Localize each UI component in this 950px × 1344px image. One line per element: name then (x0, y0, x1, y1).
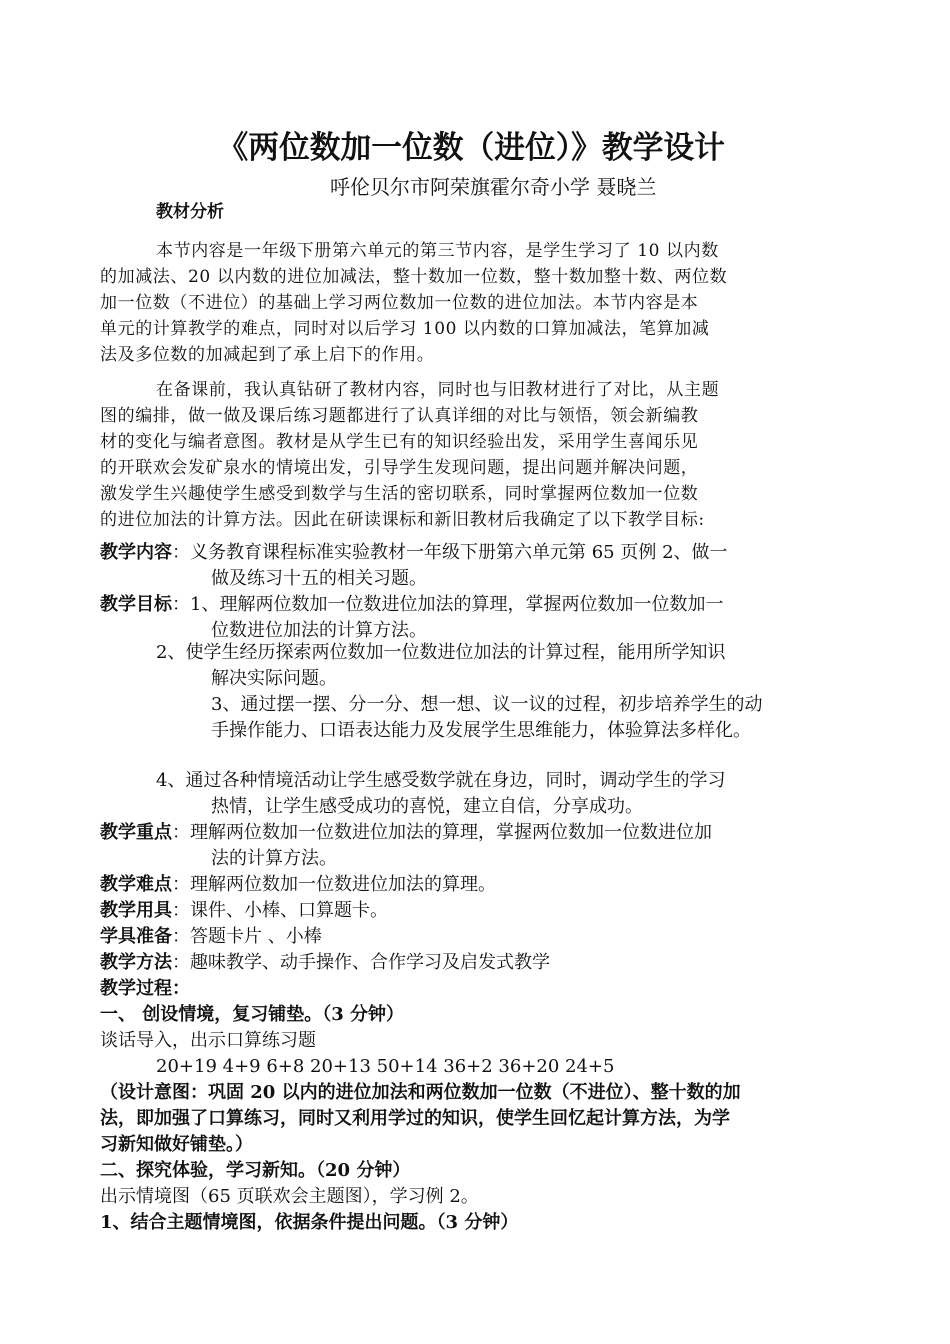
design-intent-line: 习新知做好铺垫。） (100, 1134, 253, 1155)
tools-row (100, 898, 388, 924)
goal-1-cont: 位数进位加法的计算方法。 (211, 620, 427, 641)
design-intent-line: 法，即加强了口算练习，同时又利用学过的知识，使学生回忆起计算方法，为学 (100, 1108, 730, 1129)
para1-line: 加一位数（不进位）的基础上学习两位数加一位数的进位加法。本节内容是本 (100, 293, 699, 313)
goal-3: 3、通过摆一摆、分一分、想一想、议一议的过程，初步培养学生的动 (211, 694, 763, 715)
para1-line: 本节内容是一年级下册第六单元的第三节内容，是学生学习了 10 以内数 (156, 241, 719, 261)
para2-line: 材的变化与编者意图。教材是从学生已有的知识经验出发，采用学生喜闻乐见 (100, 432, 699, 452)
method-row (100, 950, 550, 976)
step2-intro: 出示情境图（65 页联欢会主题图），学习例 2。 (100, 1186, 479, 1207)
goals-label: 教学目标 (100, 594, 172, 615)
para1-line: 的加减法、20 以内数的进位加减法，整十数加一位数，整十数加整十数、两位数 (100, 267, 728, 287)
step1-intro: 谈话导入，出示口算练习题 (100, 1030, 316, 1051)
goals-row (100, 592, 723, 618)
prep-label: 学具准备 (100, 926, 172, 947)
goal-2: 2、使学生经历探索两位数加一位数进位加法的计算过程，能用所学知识 (156, 642, 726, 663)
step1-heading: 一、 创设情境，复习铺垫。（3 分钟） (100, 1004, 405, 1025)
step2-heading: 二、探究体验，学习新知。（20 分钟） (100, 1160, 411, 1181)
goal-4-cont: 热情，让学生感受成功的喜悦，建立自信，分享成功。 (211, 796, 643, 817)
method-label: 教学方法 (100, 952, 172, 973)
difficulty-row (100, 872, 496, 898)
tools-text: ：课件、小棒、口算题卡。 (172, 900, 388, 921)
difficulty-text: ：理解两位数加一位数进位加法的算理。 (172, 874, 496, 895)
author-line: 呼伦贝尔市阿荣旗霍尔奇小学 聂晓兰 (330, 175, 657, 199)
para2-line: 在备课前，我认真钻研了教材内容，同时也与旧教材进行了对比，从主题 (156, 380, 720, 400)
key-label: 教学重点 (100, 822, 172, 843)
para2-line: 的进位加法的计算方法。因此在研读课标和新旧教材后我确定了以下教学目标: (100, 510, 705, 530)
key-text: ：理解两位数加一位数进位加法的算理，掌握两位数加一位数进位加 (172, 822, 712, 843)
method-text: ：趣味教学、动手操作、合作学习及启发式教学 (172, 952, 550, 973)
goal-2-cont: 解决实际问题。 (211, 668, 337, 689)
step2-sub1: 1、结合主题情境图，依据条件提出问题。（3 分钟） (100, 1212, 519, 1233)
prep-row (100, 924, 322, 950)
para1-line: 法及多位数的加减起到了承上启下的作用。 (100, 345, 435, 365)
document-title: 《两位数加一位数（进位）》教学设计 (217, 130, 725, 166)
key-text-cont: 法的计算方法。 (211, 848, 337, 869)
prep-text: ：答题卡片 、小棒 (172, 926, 322, 947)
content-text-cont: 做及练习十五的相关习题。 (211, 568, 427, 589)
tools-label: 教学用具 (100, 900, 172, 921)
para2-line: 激发学生兴趣使学生感受到数学与生活的密切联系，同时掌握两位数加一位数 (100, 484, 699, 504)
para2-line: 的开联欢会发矿泉水的情境出发，引导学生发现问题，提出问题并解决问题， (100, 458, 699, 478)
goal-4: 4、通过各种情境活动让学生感受数学就在身边，同时，调动学生的学习 (156, 770, 726, 791)
para2-line: 图的编排，做一做及课后练习题都进行了认真详细的对比与领悟，领会新编教 (100, 406, 699, 426)
design-intent-line: （设计意图：巩固 20 以内的进位加法和两位数加一位数（不进位）、整十数的加 (100, 1082, 741, 1103)
goal-1: ：1、理解两位数加一位数进位加法的算理，掌握两位数加一位数加一 (172, 594, 724, 615)
content-text: ：义务教育课程标准实验教材一年级下册第六单元第 65 页例 2、做一 (172, 542, 728, 563)
content-row (100, 540, 728, 566)
difficulty-label: 教学难点 (100, 874, 172, 895)
content-label: 教学内容 (100, 542, 172, 563)
step1-exercises: 20+19 4+9 6+8 20+13 50+14 36+2 36+20 24+5 (156, 1056, 615, 1077)
process-label: 教学过程： (100, 978, 190, 999)
para1-line: 单元的计算教学的难点，同时对以后学习 100 以内数的口算加减法，笔算加减 (100, 319, 710, 339)
goal-3-cont: 手操作能力、口语表达能力及发展学生思维能力，体验算法多样化。 (211, 720, 751, 741)
key-row (100, 820, 712, 846)
analysis-heading: 教材分析 (156, 202, 224, 222)
